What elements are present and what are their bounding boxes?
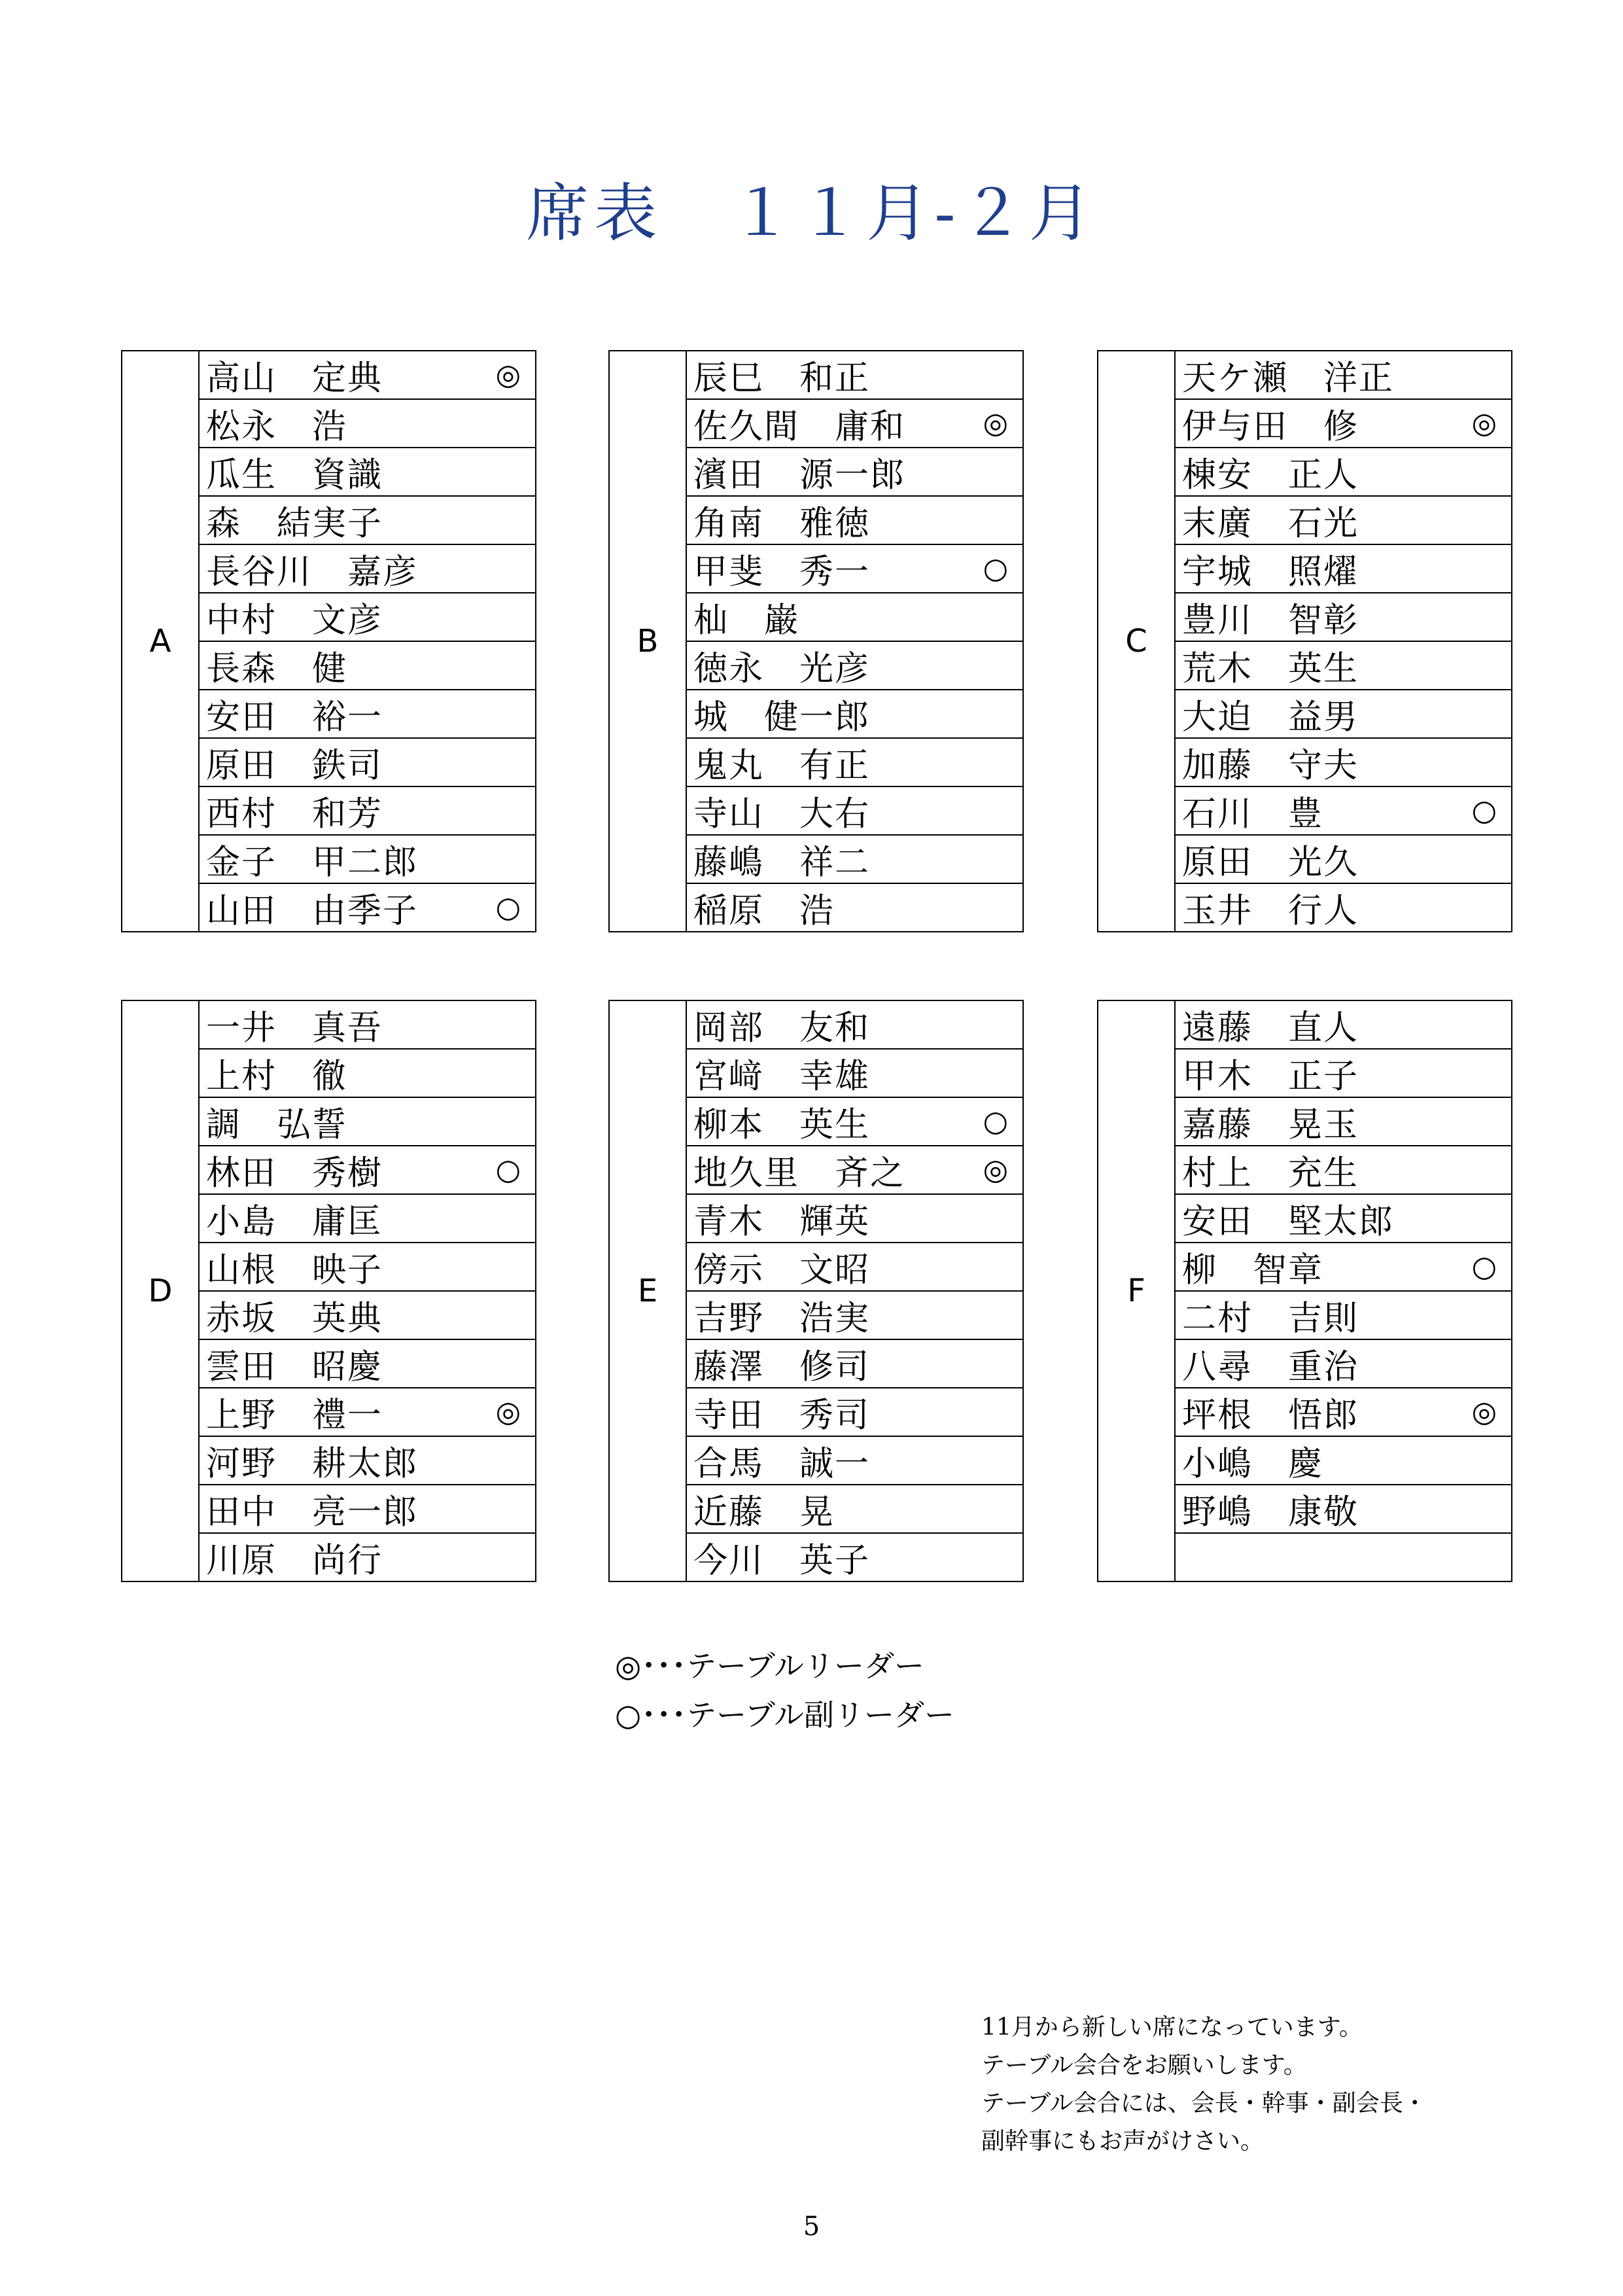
member-name: 地久里 斉之 xyxy=(693,1154,906,1193)
name-cell xyxy=(199,593,536,641)
name-cell xyxy=(686,1000,1023,1049)
name-cell xyxy=(1175,1243,1512,1291)
name-cell xyxy=(686,641,1023,690)
member-name: 上野 禮一 xyxy=(206,1396,383,1436)
name-cell xyxy=(686,883,1023,932)
table-label: F xyxy=(1098,1000,1175,1581)
member-name: 林田 秀樹 xyxy=(206,1154,383,1193)
member-name: 岡部 友和 xyxy=(693,1008,871,1048)
name-cell xyxy=(686,1436,1023,1485)
name-cell xyxy=(1175,351,1512,399)
seat-table-e xyxy=(608,1000,1024,1582)
member-name: 近藤 晃 xyxy=(693,1492,835,1532)
name-cell xyxy=(1175,835,1512,883)
name-cell xyxy=(199,1436,536,1485)
name-cell xyxy=(199,1194,536,1243)
name-cell xyxy=(1175,399,1512,448)
member-name: 遠藤 直人 xyxy=(1182,1008,1359,1048)
name-cell xyxy=(686,786,1023,835)
name-cell xyxy=(1175,1049,1512,1097)
member-name: 八尋 重治 xyxy=(1182,1347,1359,1387)
member-name: 柳本 英生 xyxy=(693,1105,871,1145)
member-name: 原田 光久 xyxy=(1182,843,1359,883)
member-name: 二村 吉則 xyxy=(1182,1299,1359,1339)
name-cell xyxy=(686,835,1023,883)
name-cell xyxy=(1175,1436,1512,1485)
role-mark: ◎ xyxy=(495,1395,521,1429)
name-cell xyxy=(199,399,536,448)
name-cell xyxy=(686,1049,1023,1097)
page-number: 5 xyxy=(803,2212,820,2242)
member-name: 調 弘誓 xyxy=(206,1105,348,1145)
name-cell xyxy=(1175,883,1512,932)
member-name: 西村 和芳 xyxy=(206,794,383,834)
member-name: 野嶋 康敬 xyxy=(1182,1492,1359,1532)
member-name: 中村 文彦 xyxy=(206,601,383,641)
member-name: 杣 巌 xyxy=(693,601,800,641)
name-cell xyxy=(686,1194,1023,1243)
name-cell xyxy=(686,1388,1023,1436)
member-name: 雲田 昭慶 xyxy=(206,1347,383,1387)
member-name: 坪根 悟郎 xyxy=(1182,1396,1359,1436)
role-mark: ○ xyxy=(983,552,1008,586)
name-cell xyxy=(1175,448,1512,496)
member-name: 伊与田 修 xyxy=(1182,407,1359,447)
name-cell xyxy=(1175,1485,1512,1533)
member-name: 柳 智章 xyxy=(1182,1250,1324,1290)
member-name: 安田 堅太郎 xyxy=(1182,1202,1395,1242)
table-label: B xyxy=(609,351,686,932)
role-mark: ○ xyxy=(1471,794,1497,828)
table-row xyxy=(122,351,536,399)
table-label: A xyxy=(122,351,199,932)
name-cell xyxy=(199,1097,536,1146)
table-row xyxy=(609,1000,1023,1049)
name-cell xyxy=(1175,1291,1512,1339)
member-name: 河野 耕太郎 xyxy=(206,1444,419,1484)
name-cell xyxy=(199,1000,536,1049)
name-cell xyxy=(199,738,536,786)
member-name: 玉井 行人 xyxy=(1182,891,1359,931)
member-name: 徳永 光彦 xyxy=(693,649,871,689)
role-mark: ◎ xyxy=(983,406,1008,440)
member-name: 松永 浩 xyxy=(206,407,348,447)
member-name: 藤嶋 祥二 xyxy=(693,843,871,883)
member-name: 加藤 守夫 xyxy=(1182,746,1359,786)
seat-table-b xyxy=(608,350,1024,932)
member-name: 一井 真吾 xyxy=(206,1008,383,1048)
member-name: 豊川 智彰 xyxy=(1182,601,1359,641)
name-cell xyxy=(1175,1146,1512,1194)
name-cell xyxy=(1175,786,1512,835)
table-row xyxy=(1098,351,1512,399)
name-cell xyxy=(199,1339,536,1388)
member-name: 甲木 正子 xyxy=(1182,1057,1359,1097)
member-name: 角南 雅徳 xyxy=(693,504,871,544)
name-cell xyxy=(686,1485,1023,1533)
member-name: 寺山 大右 xyxy=(693,794,871,834)
name-cell xyxy=(1175,1339,1512,1388)
member-name: 寺田 秀司 xyxy=(693,1396,871,1436)
name-cell xyxy=(686,1146,1023,1194)
member-name: 田中 亮一郎 xyxy=(206,1492,419,1532)
member-name: 嘉藤 晃玉 xyxy=(1182,1105,1359,1145)
member-name: 石川 豊 xyxy=(1182,794,1324,834)
note-line: 11月から新しい席になっています。 xyxy=(981,2014,1363,2041)
member-name: 原田 鉄司 xyxy=(206,746,383,786)
name-cell xyxy=(686,1533,1023,1581)
member-name: 山根 映子 xyxy=(206,1250,383,1290)
member-name: 宮﨑 幸雄 xyxy=(693,1057,871,1097)
role-mark: ◎ xyxy=(1471,1395,1497,1429)
note xyxy=(981,2009,1427,2161)
role-mark: ○ xyxy=(495,1153,521,1187)
member-name: 合馬 誠一 xyxy=(693,1444,871,1484)
name-cell xyxy=(686,399,1023,448)
member-name: 高山 定典 xyxy=(206,359,383,398)
note-line: テーブル会合をお願いします。 xyxy=(981,2052,1307,2079)
name-cell xyxy=(199,883,536,932)
name-cell xyxy=(686,1339,1023,1388)
name-cell xyxy=(199,1533,536,1581)
member-name: 宇城 照燿 xyxy=(1182,552,1359,592)
name-cell xyxy=(199,544,536,593)
note-line: テーブル会合には、会長・幹事・副会長・ xyxy=(981,2090,1427,2117)
table-row xyxy=(1098,1000,1512,1049)
member-name: 小嶋 慶 xyxy=(1182,1444,1324,1484)
member-name: 吉野 浩実 xyxy=(693,1299,871,1339)
member-name: 藤澤 修司 xyxy=(693,1347,871,1387)
name-cell xyxy=(1175,544,1512,593)
member-name: 今川 英子 xyxy=(693,1541,871,1581)
name-cell xyxy=(686,1097,1023,1146)
name-cell xyxy=(686,448,1023,496)
role-mark: ○ xyxy=(1471,1250,1497,1284)
member-name: 安田 裕一 xyxy=(206,698,383,737)
name-cell xyxy=(686,496,1023,544)
name-cell xyxy=(199,835,536,883)
name-cell xyxy=(1175,1194,1512,1243)
role-mark: ○ xyxy=(495,891,521,925)
role-mark: ◎ xyxy=(1471,406,1497,440)
member-name: 辰巳 和正 xyxy=(693,359,871,398)
name-cell xyxy=(199,786,536,835)
seat-table-a xyxy=(121,350,536,932)
member-name: 荒木 英生 xyxy=(1182,649,1359,689)
member-name: 瓜生 資識 xyxy=(206,455,383,495)
member-name: 山田 由季子 xyxy=(206,891,419,931)
member-name: 棟安 正人 xyxy=(1182,455,1359,495)
member-name: 稲原 浩 xyxy=(693,891,835,931)
table-row xyxy=(122,1000,536,1049)
name-cell xyxy=(686,593,1023,641)
name-cell xyxy=(199,690,536,738)
name-cell xyxy=(686,690,1023,738)
member-name: 城 健一郎 xyxy=(693,698,871,737)
name-cell xyxy=(1175,496,1512,544)
table-label: C xyxy=(1098,351,1175,932)
name-cell xyxy=(1175,641,1512,690)
member-name: 青木 輝英 xyxy=(693,1202,871,1242)
name-cell xyxy=(199,1146,536,1194)
page-title: 席表 １１月-２月 xyxy=(526,177,1097,250)
table-label: D xyxy=(122,1000,199,1581)
member-name: 濱田 源一郎 xyxy=(693,455,906,495)
seat-table-d xyxy=(121,1000,536,1582)
name-cell xyxy=(1175,593,1512,641)
member-name: 傍示 文昭 xyxy=(693,1250,871,1290)
name-cell xyxy=(199,1388,536,1436)
seat-table-c xyxy=(1097,350,1512,932)
table-row xyxy=(609,351,1023,399)
name-cell xyxy=(686,1291,1023,1339)
table-label: E xyxy=(609,1000,686,1581)
member-name: 甲斐 秀一 xyxy=(693,552,871,592)
name-cell xyxy=(1175,690,1512,738)
member-name: 長森 健 xyxy=(206,649,348,689)
name-cell xyxy=(199,1291,536,1339)
role-mark: ◎ xyxy=(983,1153,1008,1187)
name-cell xyxy=(1175,1533,1512,1581)
name-cell xyxy=(686,351,1023,399)
member-name: 末廣 石光 xyxy=(1182,504,1359,544)
role-mark: ◎ xyxy=(495,358,521,392)
member-name: 上村 徹 xyxy=(206,1057,348,1097)
note-line: 副幹事にもお声がけさい。 xyxy=(981,2128,1265,2155)
name-cell xyxy=(199,641,536,690)
member-name: 村上 充生 xyxy=(1182,1154,1359,1193)
name-cell xyxy=(1175,1388,1512,1436)
name-cell xyxy=(199,351,536,399)
member-name: 小島 庸匡 xyxy=(206,1202,383,1242)
legend-leader: ◎･･･テーブルリーダー xyxy=(615,1648,924,1684)
member-name: 鬼丸 有正 xyxy=(693,746,871,786)
seat-table-f xyxy=(1097,1000,1512,1582)
member-name: 大迫 益男 xyxy=(1182,698,1359,737)
member-name: 赤坂 英典 xyxy=(206,1299,383,1339)
name-cell xyxy=(686,544,1023,593)
member-name: 天ケ瀬 洋正 xyxy=(1182,359,1395,398)
member-name: 川原 尚行 xyxy=(206,1541,383,1581)
name-cell xyxy=(199,448,536,496)
name-cell xyxy=(1175,738,1512,786)
role-mark: ○ xyxy=(983,1104,1008,1139)
name-cell xyxy=(686,1243,1023,1291)
member-name: 金子 甲二郎 xyxy=(206,843,419,883)
name-cell xyxy=(199,1243,536,1291)
member-name: 佐久間 庸和 xyxy=(693,407,906,447)
name-cell xyxy=(199,496,536,544)
member-name: 森 結実子 xyxy=(206,504,383,544)
name-cell xyxy=(1175,1097,1512,1146)
member-name: 長谷川 嘉彦 xyxy=(206,552,419,592)
name-cell xyxy=(1175,1000,1512,1049)
name-cell xyxy=(199,1049,536,1097)
name-cell xyxy=(199,1485,536,1533)
name-cell xyxy=(686,738,1023,786)
legend-sub-leader: ○･･･テーブル副リーダー xyxy=(615,1697,954,1733)
